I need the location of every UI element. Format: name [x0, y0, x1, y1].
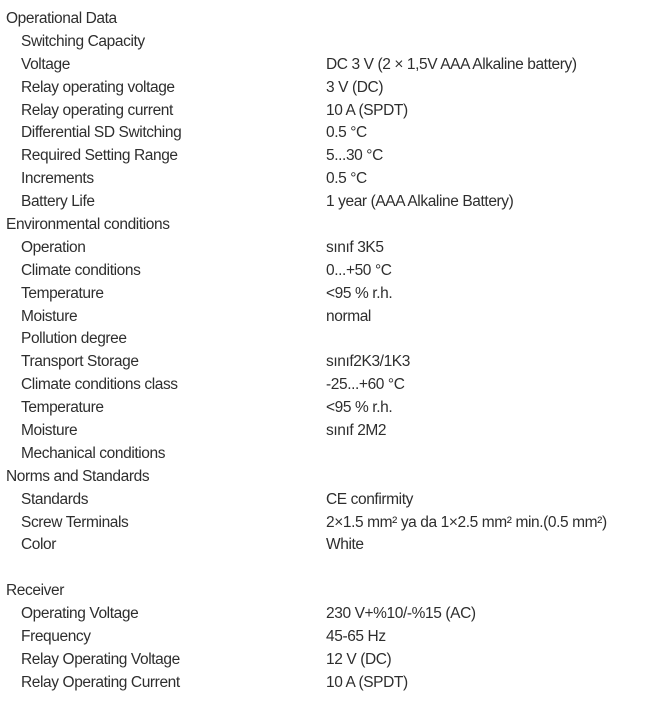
spec-value: -25...+60 °C [326, 376, 405, 394]
spec-row [0, 397, 663, 420]
spec-value: CE confirmity [326, 490, 413, 508]
spec-value: sınıf2K3/1K3 [326, 353, 410, 371]
spec-label: Required Setting Range [21, 147, 178, 165]
spec-row [0, 306, 663, 329]
spec-label: Temperature [21, 284, 104, 302]
spec-value: 230 V+%10/-%15 (AC) [326, 605, 476, 623]
spec-value: 3 V (DC) [326, 78, 384, 96]
spacer-row [0, 557, 663, 580]
spec-label: Operating Voltage [21, 605, 139, 623]
spec-value: DC 3 V (2 × 1,5V AAA Alkaline battery) [326, 55, 577, 73]
spec-row [0, 77, 663, 100]
spec-row [0, 534, 663, 557]
spec-label: Relay operating voltage [21, 78, 175, 96]
spec-row [0, 214, 663, 237]
spec-label: Operation [21, 238, 86, 256]
spec-label: Increments [21, 170, 94, 188]
spec-label: Frequency [21, 628, 91, 646]
spec-label: Moisture [21, 307, 78, 325]
spec-label: Climate conditions class [21, 376, 178, 394]
spec-label: Relay operating current [21, 101, 173, 119]
spec-row [0, 649, 663, 672]
spec-value: normal [326, 307, 371, 325]
spec-label: Transport Storage [21, 353, 139, 371]
spec-row [0, 168, 663, 191]
spec-label: Pollution degree [21, 330, 127, 348]
spec-label: Moisture [21, 422, 78, 440]
spec-label: Climate conditions [21, 261, 141, 279]
spec-label: Receiver [6, 582, 64, 600]
spec-row [0, 145, 663, 168]
spec-value: sınıf 2M2 [326, 422, 387, 440]
spec-value: 0.5 °C [326, 170, 367, 188]
spec-label: Voltage [21, 55, 70, 73]
spec-row [0, 122, 663, 145]
spec-row [0, 260, 663, 283]
spec-value: sınıf 3K5 [326, 238, 384, 256]
spec-label: Norms and Standards [6, 467, 150, 485]
spec-value: <95 % r.h. [326, 284, 393, 302]
spec-label: Relay Operating Voltage [21, 650, 180, 668]
spec-value: 10 A (SPDT) [326, 673, 408, 691]
spec-label: Switching Capacity [21, 32, 145, 50]
spec-label: Temperature [21, 399, 104, 417]
spec-row [0, 420, 663, 443]
spec-row [0, 8, 663, 31]
spec-label: Differential SD Switching [21, 124, 182, 142]
spec-sheet [0, 8, 663, 695]
spec-value: 1 year (AAA Alkaline Battery) [326, 193, 514, 211]
spec-value: 12 V (DC) [326, 650, 392, 668]
spec-value: 2×1.5 mm² ya da 1×2.5 mm² min.(0.5 mm²) [326, 513, 607, 531]
spec-row [0, 351, 663, 374]
spec-value: 0.5 °C [326, 124, 367, 142]
spec-row [0, 100, 663, 123]
spec-row [0, 237, 663, 260]
spec-row [0, 672, 663, 695]
spec-label: Battery Life [21, 193, 95, 211]
spec-value: 10 A (SPDT) [326, 101, 408, 119]
spec-row [0, 626, 663, 649]
spec-label: Relay Operating Current [21, 673, 180, 691]
spec-label: Color [21, 536, 57, 554]
spec-row [0, 443, 663, 466]
spec-row [0, 191, 663, 214]
spec-row [0, 328, 663, 351]
spec-row [0, 374, 663, 397]
spec-value: 5...30 °C [326, 147, 383, 165]
spec-value: 45-65 Hz [326, 628, 386, 646]
spec-label: Mechanical conditions [21, 444, 166, 462]
spec-row [0, 603, 663, 626]
spec-value: <95 % r.h. [326, 399, 393, 417]
spec-row [0, 580, 663, 603]
spec-label: Environmental conditions [6, 216, 170, 234]
spec-value: White [326, 536, 364, 554]
spec-label: Standards [21, 490, 89, 508]
spec-row [0, 466, 663, 489]
spec-row [0, 489, 663, 512]
spec-value: 0...+50 °C [326, 261, 392, 279]
spec-row [0, 512, 663, 535]
spec-label: Screw Terminals [21, 513, 129, 531]
spec-row [0, 31, 663, 54]
spec-row [0, 283, 663, 306]
spec-label: Operational Data [6, 10, 117, 27]
spec-row [0, 54, 663, 77]
